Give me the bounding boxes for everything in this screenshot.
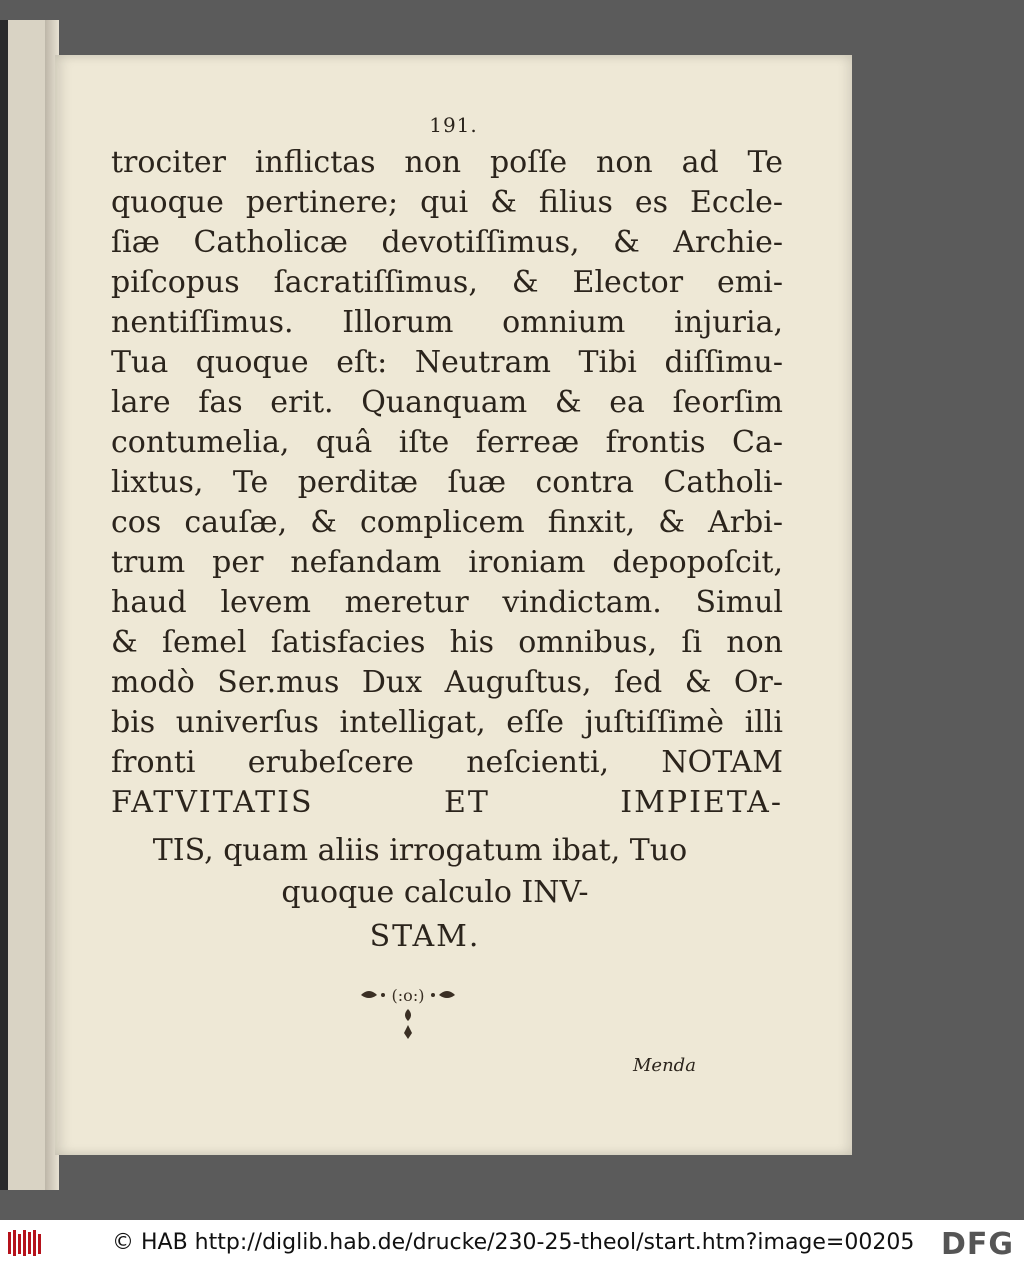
taper-line-3: STAM. — [369, 919, 481, 954]
taper-line-1: TIS, quam aliis irrogatum ibat, Tuo — [152, 833, 688, 868]
text-line: nentiſſimus. Illorum omnium injuria, — [111, 305, 783, 340]
page-number: 191. — [429, 113, 478, 137]
text-line: fronti erubeſcere neſcienti, NOTAM — [111, 745, 783, 780]
text-line: FATVITATIS ET IMPIETA- — [111, 785, 783, 820]
text-line: trociter inflictas non poſſe non ad Te — [111, 145, 783, 180]
catchword: Menda — [633, 1055, 696, 1076]
text-line: piſcopus ſacratiſſimus, & Elector emi- — [111, 265, 783, 300]
ornament-glyph: (:o:) — [391, 986, 425, 1005]
text-line: & ſemel ſatisfacies his omnibus, ſi non — [111, 625, 783, 660]
text-line: contumelia, quâ iſte ferreæ frontis Ca- — [111, 425, 783, 460]
text-line: lixtus, Te perditæ ſuæ contra Catholi- — [111, 465, 783, 500]
text-line: trum per nefandam ironiam depopoſcit, — [111, 545, 783, 580]
ornament-icon — [353, 981, 463, 1041]
text-line: cos cauſæ, & complicem finxit, & Arbi- — [111, 505, 783, 540]
text-line: lare fas erit. Quanquam & ea ſeorſim — [111, 385, 783, 420]
body-text — [111, 143, 783, 823]
footer-bar — [0, 1220, 1024, 1265]
text-line: quoque pertinere; qui & filius es Eccle- — [111, 185, 783, 220]
taper-line-2: quoque calculo INV- — [281, 875, 589, 910]
dfg-logo: DFG — [940, 1227, 1014, 1262]
text-line: modò Ser.mus Dux Auguſtus, ſed & Or- — [111, 665, 783, 700]
text-line: haud levem meretur vindictam. Simul — [111, 585, 783, 620]
book-page — [55, 55, 852, 1155]
text-line: Tua quoque eſt: Neutram Tibi diſſimu- — [111, 345, 783, 380]
printer-ornament — [353, 981, 463, 1041]
footer-copyright-url[interactable]: © HAB http://diglib.hab.de/drucke/230-25-theol/start.htm?image=00205 — [112, 1230, 915, 1255]
text-line: bis univerſus intelligat, eſſe juſtiſſimè illi — [111, 705, 783, 740]
hab-logo-icon — [6, 1228, 44, 1258]
text-line: ſiæ Catholicæ devotiſſimus, & Archie- — [111, 225, 783, 260]
